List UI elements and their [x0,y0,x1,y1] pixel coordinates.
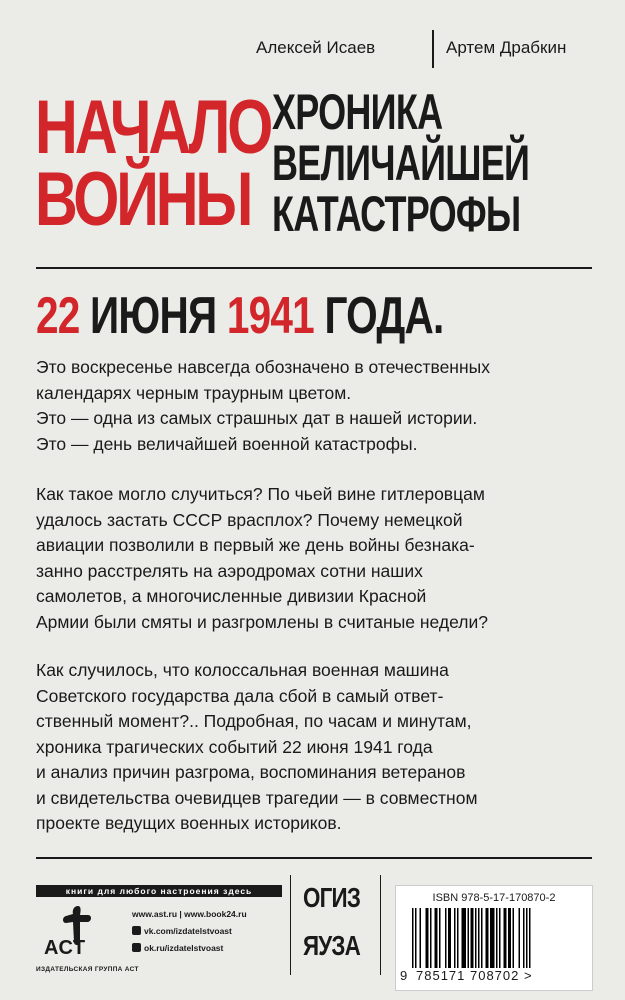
paragraph-line: Как случилось, что колоссальная военная машина [36,660,449,680]
barcode-bar [415,908,417,968]
paragraph-line: Армии были смяты и разгромлены в считаные недели? [36,611,488,632]
barcode-bar [435,908,438,968]
vk-icon [132,926,141,935]
book-title [35,85,271,242]
paragraph-1 [36,355,596,457]
headline-day: 22 [36,287,80,345]
barcode-bar [439,908,441,968]
paragraph-line: Это — одна из самых страшных дат в нашей истории. [36,408,478,428]
yauza-logo: ЯУЗА [303,930,361,961]
barcode-bar [481,908,483,968]
paragraph-line: Это воскресенье навсегда обозначено в отечественных [36,357,490,377]
author-divider [432,30,434,68]
footer-divider-1 [290,875,291,975]
barcode-rest-digits: 785171 708702 > [416,968,533,983]
barcode-bar [430,908,432,968]
paragraph-line: Как такое могло случиться? По чьей вине гитлеровцам [36,484,485,504]
barcode-bar [468,908,470,968]
barcode-bar [499,908,501,968]
website-links[interactable]: www.ast.ru | www.book24.ru [132,909,247,919]
title-line-1: НАЧАЛО [35,85,271,170]
paragraph-line: занно расстрелять на аэродромах сотни наших [36,560,423,581]
publisher-group-label: ИЗДАТЕЛЬСКАЯ ГРУППА АСТ [36,966,139,973]
publisher-links [132,906,247,957]
headline-year: 1941 [226,287,314,345]
title-line-2: ВОЙНЫ [35,157,251,242]
barcode-bar [529,908,531,968]
paragraph-3 [36,658,596,837]
author-name-2: Артем Драбкин [446,38,567,57]
vk-link[interactable] [132,923,247,940]
divider-bottom [36,857,592,859]
headline-suffix: ГОДА. [313,287,444,345]
barcode-bar [454,908,456,968]
ok-link-text: ok.ru/izdatelstvoast [144,943,224,953]
paragraph-line: самолетов, а многочисленные дивизии Красной [36,586,427,606]
barcode-bar [478,908,480,968]
paragraph-line: ственный момент?.. Подробная, по часам и минутам, [36,711,472,731]
author-name-1: Алексей Исаев [256,38,376,57]
paragraph-line: Советского государства дала сбой в самый ответ- [36,685,444,706]
ast-logo-icon [40,902,110,964]
subtitle-line-2: ВЕЛИЧАЙШЕЙ [272,135,530,191]
barcode-bar [445,908,447,968]
ok-icon [132,943,141,952]
barcode-bar [504,908,507,968]
isbn-barcode [395,885,593,991]
paragraph-line: и свидетельства очевидцев трагедии — в совместном [36,787,478,808]
paragraph-line: хроника трагических событий 22 июня 1941 года [36,736,433,757]
barcode-bar [486,908,489,968]
barcode-bar [475,908,477,968]
paragraph-line: и анализ причин разгрома, воспоминания ветеранов [36,762,466,782]
authors-bar [0,30,625,70]
paragraph-2 [36,482,596,635]
ast-logo-text: ACT [44,937,86,959]
ogiz-logo: ОГИЗ [303,882,361,913]
barcode-bar [496,908,498,968]
barcode-bar [448,908,451,968]
isbn-number: ISBN 978-5-17-170870-2 [432,892,556,904]
barcode-bar [508,908,511,968]
barcode-bar [426,908,429,968]
paragraph-line: удалось застать СССР врасплох? Почему немецкой [36,509,463,530]
barcode-bar [462,908,467,968]
barcode-bar [526,908,528,968]
headline-month: ИЮНЯ [79,287,227,345]
barcode-bars [412,908,582,968]
barcode-bar [519,908,521,968]
book-subtitle [272,84,530,242]
footer-divider-2 [380,875,381,975]
paragraph-line: Это — день величайшей военной катастрофы. [36,433,418,454]
barcode-first-digit: 9 [400,968,409,983]
divider-top [36,267,592,269]
paragraph-line: проекте ведущих военных историков. [36,813,342,833]
vk-link-text: vk.com/izdatelstvoast [144,926,232,936]
barcode-bar [490,908,495,968]
subtitle-line-1: ХРОНИКА [272,84,443,140]
date-headline [36,288,443,344]
paragraph-line: авиации позволили в первый же день войны безнака- [36,535,475,555]
paragraph-line: календарях черным траурным цветом. [36,382,352,403]
barcode-bar [420,908,422,968]
barcode-bar [412,908,414,968]
barcode-bar [471,908,474,968]
barcode-bar [457,908,459,968]
barcode-bar [513,908,515,968]
publisher-tagline: книги для любого настроения здесь [36,885,282,897]
barcode-bar [523,908,525,968]
ok-link[interactable] [132,940,247,957]
subtitle-line-3: КАТАСТРОФЫ [272,186,521,242]
